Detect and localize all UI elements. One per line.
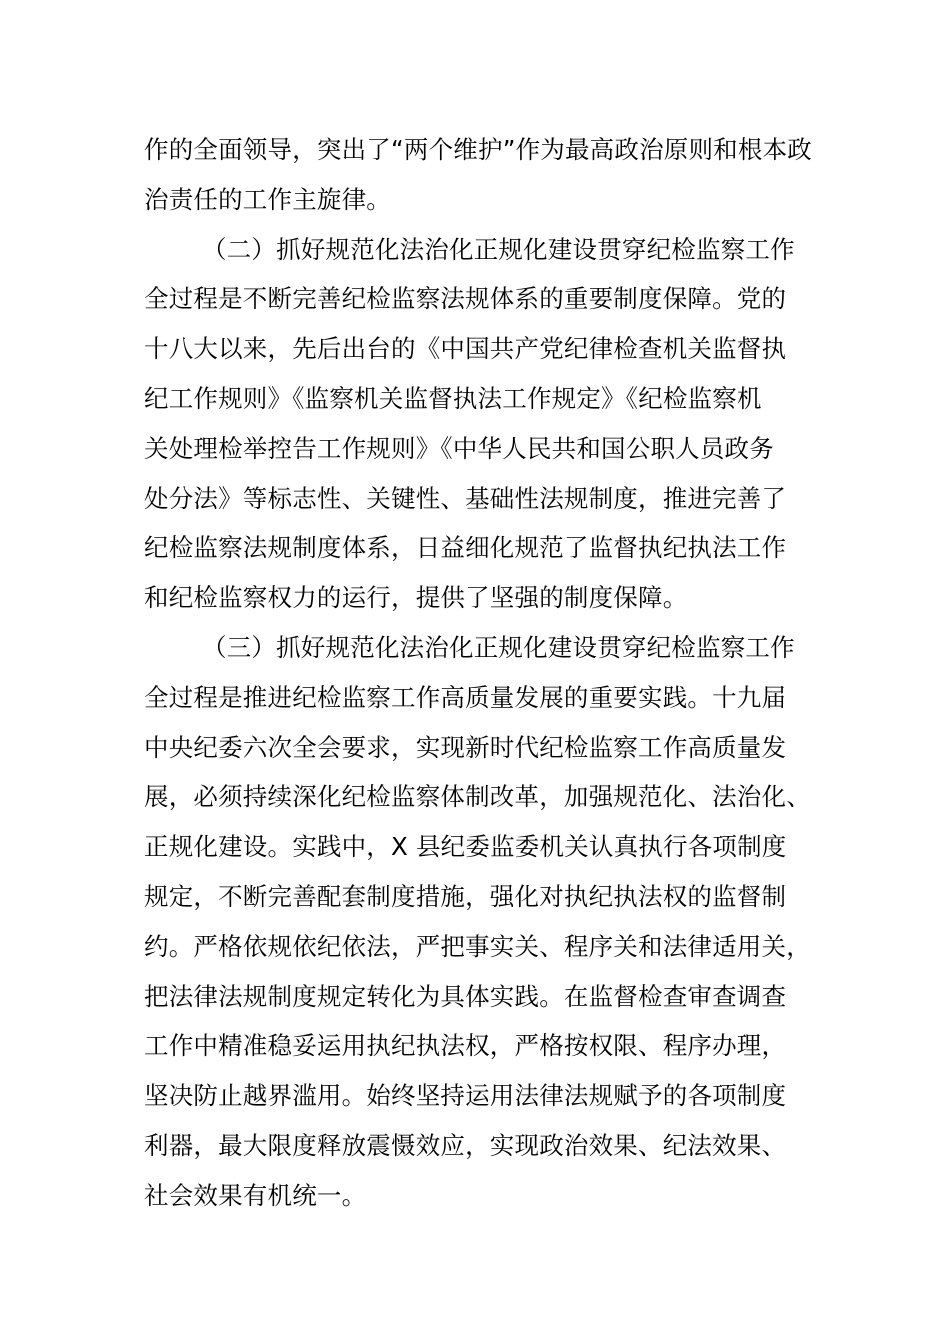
text-line-5: 十八大以来，先后出台的《中国共产党纪律检查机关监督执 [144, 334, 787, 364]
text-line-13: 中央纪委六次全会要求，实现新时代纪检监察工作高质量发 [144, 732, 787, 762]
text-line-8: 处分法》等标志性、关键性、基础性法规制度，推进完善了 [144, 483, 787, 513]
section-heading-2: （二）抓好规范化法治化正规化建设贯穿纪检监察工作 [202, 234, 795, 264]
section-heading-3: （三）抓好规范化法治化正规化建设贯穿纪检监察工作 [202, 632, 795, 662]
text-line-18: 把法律法规制度规定转化为具体实践。在监督检查审查调查 [144, 981, 787, 1011]
text-line-16: 规定，不断完善配套制度措施，强化对执纪执法权的监督制 [144, 881, 787, 911]
document-body [144, 125, 814, 1221]
text-line-20: 坚决防止越界滥用。始终坚持运用法律法规赋予的各项制度 [144, 1081, 787, 1111]
text-line-15: 正规化建设。实践中，X 县纪委监委机关认真执行各项制度 [144, 832, 787, 862]
text-line-2: 治责任的工作主旋律。 [144, 184, 391, 214]
text-line-9: 纪检监察法规制度体系，日益细化规范了监督执纪执法工作 [144, 533, 787, 563]
text-line-1: 作的全面领导，突出了“两个维护”作为最高政治原则和根本政 [144, 135, 812, 164]
text-line-21: 利器，最大限度释放震慑效应，实现政治效果、纪法效果、 [144, 1130, 787, 1160]
text-line-4: 全过程是不断完善纪检监察法规体系的重要制度保障。党的 [144, 284, 787, 314]
text-line-10: 和纪检监察权力的运行，提供了坚强的制度保障。 [144, 583, 688, 613]
text-line-22: 社会效果有机统一。 [144, 1180, 367, 1210]
text-line-19: 工作中精准稳妥运用执纪执法权，严格按权限、程序办理， [144, 1031, 787, 1061]
text-line-6: 纪工作规则》《监察机关监督执法工作规定》《纪检监察机 [144, 383, 762, 413]
text-line-12: 全过程是推进纪检监察工作高质量发展的重要实践。十九届 [144, 682, 787, 712]
text-line-7: 关处理检举控告工作规则》《中华人民共和国公职人员政务 [144, 433, 774, 463]
text-line-14: 展，必须持续深化纪检监察体制改革，加强规范化、法治化、 [144, 782, 811, 812]
text-line-17: 约。严格依规依纪依法，严把事实关、程序关和法律适用关， [144, 931, 811, 961]
